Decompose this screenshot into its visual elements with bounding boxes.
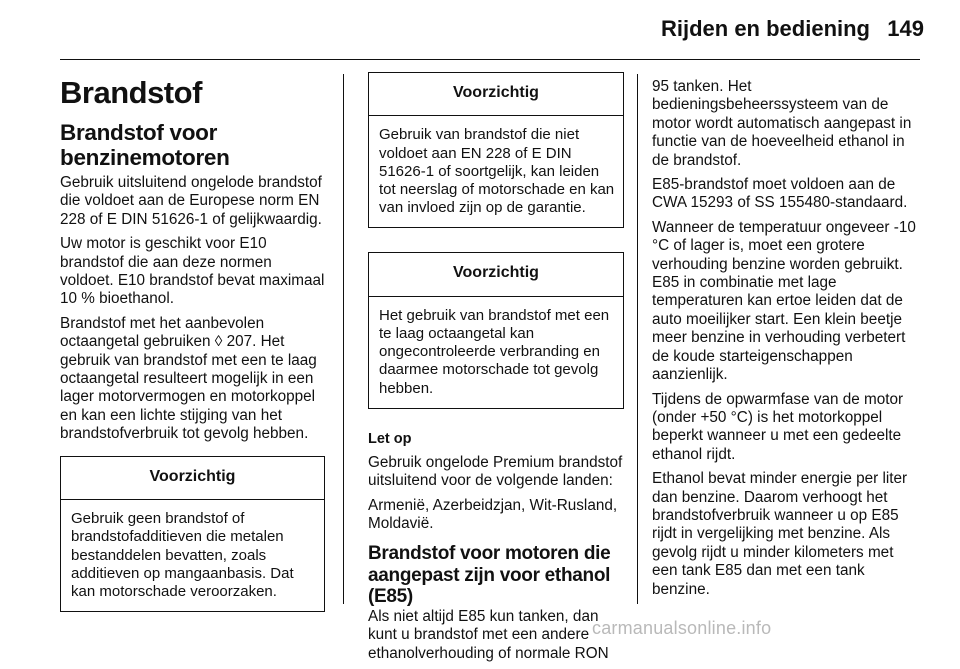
- note-title: Let op: [368, 430, 412, 447]
- warning-title: Voorzichtig: [61, 457, 324, 500]
- warning-box: [368, 252, 624, 408]
- column-1: [60, 72, 325, 620]
- body-paragraph: Gebruik uitsluitend ongelode brandstof die voldoet aan de Europese norm EN 228 of E DIN 51626-1 of gelijkwaardig.: [60, 174, 322, 228]
- page-number: 149: [887, 16, 924, 41]
- warning-text: Het gebruik van brandstof met een te laag octaangetal kan ongecontroleerde verbranding en daarmee motorschade tot gevolg hebben.: [379, 306, 610, 397]
- warning-title: Voorzichtig: [369, 73, 623, 116]
- body-paragraph: Als niet altijd E85 kun tanken, dan kunt u brandstof met een andere ethanolverhouding of normale RON: [368, 607, 609, 662]
- warning-box: [368, 72, 624, 228]
- body-paragraph: 95 tanken. Het bedieningsbeheerssysteem van de motor wordt automatisch aangepast in functie van de hoeveelheid ethanol in de brandstof.: [652, 78, 912, 169]
- column-divider-2: [637, 74, 638, 604]
- warning-title: Voorzichtig: [369, 253, 623, 296]
- note-block: [368, 431, 624, 534]
- warning-box: [60, 456, 325, 612]
- section-heading: Brandstof: [60, 75, 202, 110]
- note-countries: Armenië, Azerbeidzjan, Wit-Rusland, Moldavië.: [368, 496, 618, 533]
- page-header-title: Rijden en bediening: [660, 16, 870, 41]
- body-paragraph: E85-brandstof moet voldoen aan de CWA 15293 of SS 155480-standaard.: [652, 176, 908, 212]
- warning-text: Gebruik van brandstof die niet voldoet aan EN 228 of E DIN 51626-1 of soortgelijk, kan leiden tot neerslag of motorschade en kan van invloed zijn op de garantie.: [379, 126, 615, 217]
- body-paragraph: Uw motor is geschikt voor E10 brandstof die aan deze normen voldoet. E10 brandstof bevat maximaal 10 % bioethanol.: [60, 235, 325, 308]
- subsection-heading: Brandstof voor motoren die aangepast zijn voor ethanol (E85): [368, 543, 611, 608]
- note-text: Gebruik ongelode Premium brandstof uitsluitend voor de volgende landen:: [368, 453, 623, 490]
- header-divider: [60, 59, 920, 60]
- body-paragraph: Brandstof met het aanbevolen octaangetal gebruiken ◊ 207. Het gebruik van brandstof met een te laag octaangetal resulteert mogelijk in een lager motorvermogen en motorkoppel en kan een lichte stijging van het brandstofverbruik tot gevolg hebben.: [60, 314, 317, 443]
- body-paragraph: Wanneer de temperatuur ongeveer -10 °C of lager is, moet een grotere verhouding benzine worden gebruikt. E85 in combinatie met lage temperaturen kan ertoe leiden dat de auto moeilijker start. Een klein beetje meer benzine in verhouding verbetert de koude starteigenschappen aanzienlijk.: [652, 218, 916, 384]
- column-divider-1: [343, 74, 344, 604]
- subsection-heading: Brandstof voor benzinemotoren: [60, 120, 230, 170]
- body-paragraph: Ethanol bevat minder energie per liter dan benzine. Daarom verhoogt het brandstofverbruik wanneer u op E85 rijdt in vergelijking met benzine. Als gevolg rijdt u minder kilometers met een tank E85 dan met een tank benzine.: [652, 470, 908, 598]
- column-3: [652, 78, 922, 605]
- body-paragraph: Tijdens de opwarmfase van de motor (onder +50 °C) is het motorkoppel beperkt wanneer u met een gedeelte ethanol rijdt.: [652, 390, 904, 463]
- watermark: carmanualsonline.info: [592, 618, 772, 638]
- column-2: [368, 72, 624, 669]
- warning-text: Gebruik geen brandstof of brandstofadditieven die metalen bestanddelen bevatten, zoals additieven op mangaanbasis. Dat kan motorschade veroorzaken.: [71, 510, 294, 600]
